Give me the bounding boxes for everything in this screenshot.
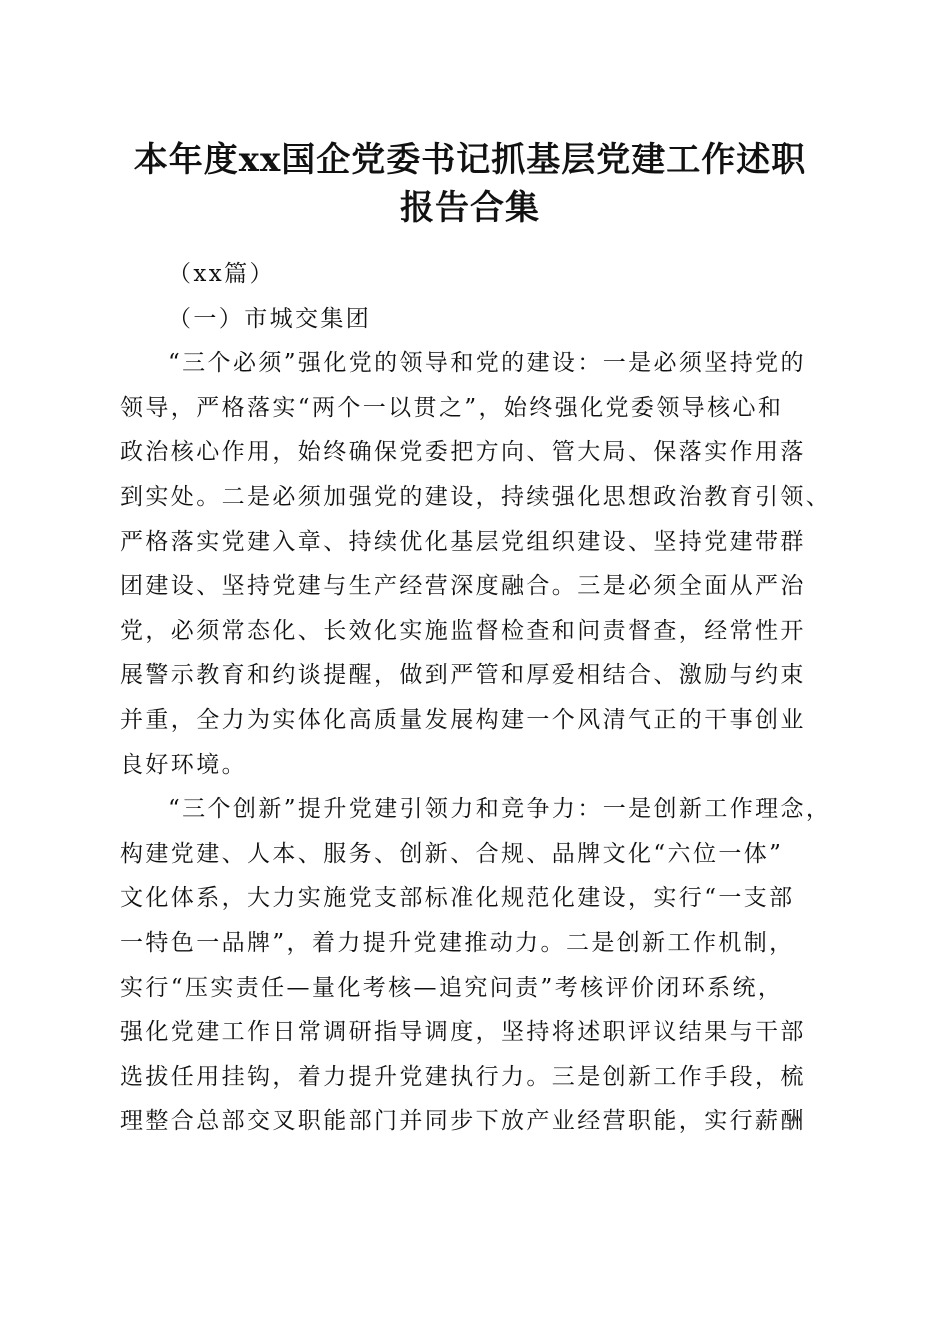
title-line-1: 本年度xx国企党委书记抓基层党建工作述职 [133, 140, 807, 180]
paragraph-line: 文化体系，大力实施党支部标准化规范化建设，实行“一支部 [120, 885, 795, 912]
paragraph-line: 良好环境。 [120, 751, 247, 778]
paragraph-line: 团建设、坚持党建与生产经营深度融合。三是必须全面从严治 [120, 573, 806, 600]
paragraph-line: 政治核心作用，始终确保党委把方向、管大局、保落实作用落 [120, 439, 806, 466]
paragraph-line: 领导，严格落实“两个一以贯之”，始终强化党委领导核心和 [120, 394, 784, 421]
paragraph-line: 展警示教育和约谈提醒，做到严管和厚爱相结合、激励与约束 [120, 662, 806, 689]
section-label: （xx篇） [168, 261, 275, 287]
document-title [100, 136, 840, 232]
paragraph-three-innovations [120, 787, 832, 1144]
paragraph-line: 严格落实党建入章、持续优化基层党组织建设、坚持党建带群 [120, 528, 806, 555]
paragraph-three-musts [120, 341, 832, 787]
paragraph-line: 构建党建、人本、服务、创新、合规、品牌文化“六位一体” [120, 840, 784, 867]
paragraph-line: 党，必须常态化、长效化实施监督检查和问责督查，经常性开 [120, 617, 806, 644]
paragraph-line: 并重，全力为实体化高质量发展构建一个风清气正的干事创业 [120, 706, 806, 733]
paragraph-line: 实行“压实责任—量化考核—追究问责”考核评价闭环系统， [120, 974, 784, 1001]
subsection-heading: （一）市城交集团 [168, 305, 372, 332]
paragraph-line: 理整合总部交叉职能部门并同步下放产业经营职能，实行薪酬 [120, 1108, 806, 1135]
paragraph-line: 选拔任用挂钩，着力提升党建执行力。三是创新工作手段，梳 [120, 1063, 806, 1090]
paragraph-line: 一特色一品牌”，着力提升党建推动力。二是创新工作机制， [120, 929, 795, 956]
paragraph-line: “三个创新”提升党建引领力和竞争力：一是创新工作理念， [168, 796, 832, 823]
document-body [120, 252, 832, 1144]
paragraph-line: 到实处。二是必须加强党的建设，持续强化思想政治教育引领、 [120, 483, 832, 510]
paragraph-line: “三个必须”强化党的领导和党的建设：一是必须坚持党的 [168, 350, 806, 377]
title-line-2: 报告合集 [400, 188, 540, 228]
paragraph-line: 强化党建工作日常调研指导调度，坚持将述职评议结果与干部 [120, 1019, 806, 1046]
